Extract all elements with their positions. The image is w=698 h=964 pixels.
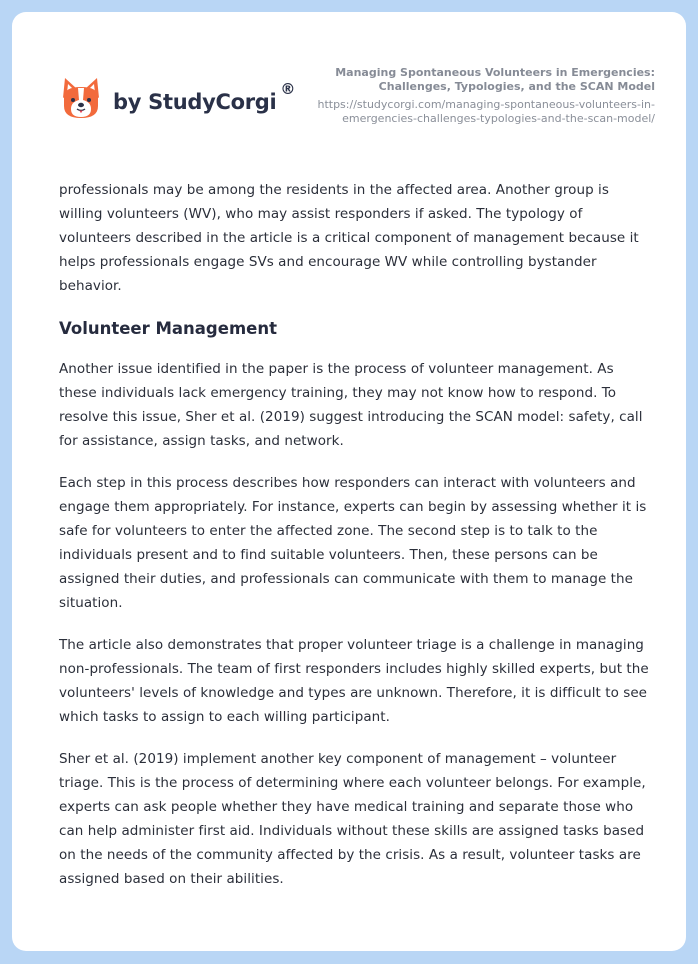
paragraph: Another issue identified in the paper is the process of volunteer management. As these individuals lack emergency training, they may not know how to respond. To resolve this issue, Sher et al. (2019) suggest introducing the SCAN model: safety, call for assistance, assign tasks, and network.	[59, 361, 643, 449]
document-body	[59, 178, 654, 909]
paragraph: The article also demonstrates that proper volunteer triage is a challenge in managing non-professionals. The team of first responders includes highly skilled experts, but the volunteers' levels of knowledge and types are unknown. Therefore, it is difficult to see which tasks to assign to each willing participant.	[59, 637, 649, 725]
logo-wordmark: by StudyCorgi	[113, 90, 277, 114]
paragraph: Each step in this process describes how responders can interact with volunteers and engage them appropriately. For instance, experts can begin by assessing whether it is safe for volunteers to enter the affected zone. The second step is to talk to the individuals present and to find suitable volunteers. Then, these persons can be assigned their duties, and professionals can communicate with them to manage the situation.	[59, 475, 647, 611]
paragraph: professionals may be among the residents in the affected area. Another group is willing volunteers (WV), who may assist responders if asked. The typology of volunteers described in the article is a critical component of management because it helps professionals engage SVs and encourage WV while controlling bystander behavior.	[59, 182, 639, 294]
studycorgi-logo[interactable]	[60, 76, 295, 122]
document-url[interactable]: https://studycorgi.com/managing-spontaneous-volunteers-in-emergencies-challenges-typologies-and-the-scan-model/	[317, 98, 655, 125]
document-page	[12, 12, 686, 951]
page-header	[12, 12, 686, 172]
paragraph: Sher et al. (2019) implement another key component of management – volunteer triage. This is the process of determining where each volunteer belongs. For example, experts can ask people whether they have medical training and separate those who can help administer first aid. Individuals without these skills are assigned tasks based on the needs of the community affected by the crisis. As a result, volunteer tasks are assigned based on their abilities.	[59, 751, 646, 887]
registered-mark: ®	[280, 80, 296, 98]
corgi-logo-icon	[60, 76, 102, 122]
section-heading: Volunteer Management	[59, 319, 277, 338]
document-title: Managing Spontaneous Volunteers in Emergencies: Challenges, Typologies, and the SCAN Model	[335, 66, 655, 93]
document-meta	[275, 66, 655, 126]
